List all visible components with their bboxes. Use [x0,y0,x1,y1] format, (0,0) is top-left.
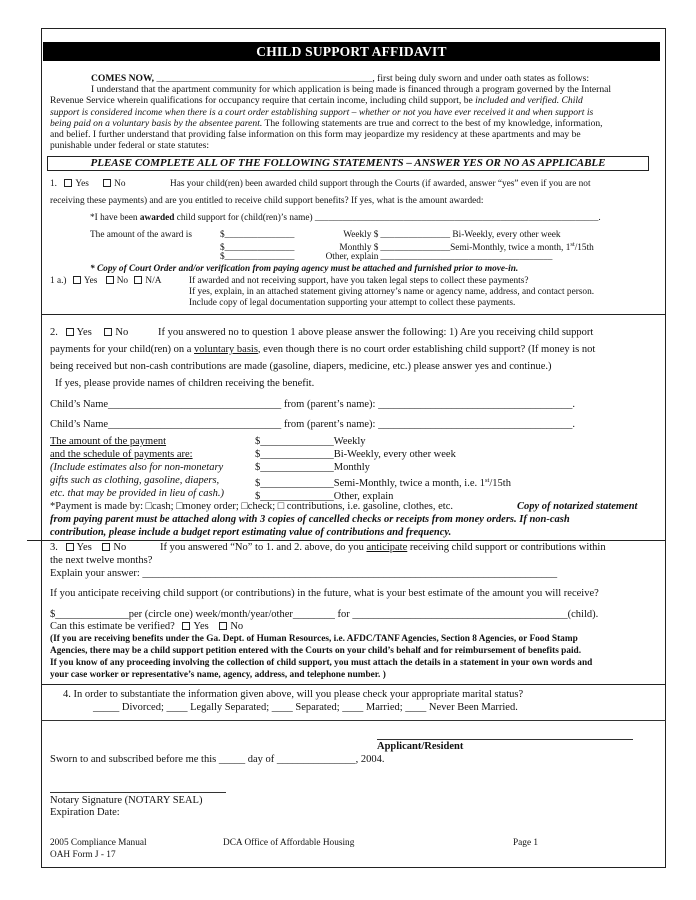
q1-question-a: Has your child(ren) been awarded child support through the Courts (if awarded, answer “yes” even if you are not [170,179,591,189]
semi-monthly-field[interactable]: _______________Semi-Monthly, twice a month, 1st/15th [380,241,594,253]
q2-question-3: being received but non-cash contributions are made (gasoline, diapers, medicine, etc.) please answer yes and continue.) [50,361,552,372]
q3-verified-yes-checkbox[interactable]: Yes [182,621,208,632]
q4-question: 4. In order to substantiate the information given above, will you please check your appropriate marital status? [63,689,524,700]
checkbox-icon [102,543,110,551]
q3-question: If you answered “No” to 1. and 2. above, do you anticipate receiving child support or contributions within [160,542,606,553]
q1a-text-1: If awarded and not receiving support, have you taken legal steps to collect these payments? [189,276,529,286]
q1a-no-checkbox[interactable]: No [106,276,128,286]
q1-amount-label: The amount of the award is [90,230,192,240]
footer-office: DCA Office of Affordable Housing [223,838,355,848]
q3-no-checkbox[interactable]: No [102,542,126,553]
instructions-banner: PLEASE COMPLETE ALL OF THE FOLLOWING STATEMENTS – ANSWER YES OR NO AS APPLICABLE [47,156,649,171]
q2-line1: 2. Yes No [50,327,129,338]
q2-copy-note-1: Copy of notarized statement [517,501,638,512]
amount-field[interactable]: $_______________ [220,230,295,240]
q2-no-checkbox[interactable]: No [104,327,128,338]
q1a-line: 1 a.) Yes No N/A [50,276,162,286]
q1-amount-row-1: $_______________ Weekly $ _______________ Bi-Weekly, every other week [220,230,561,240]
amount-field[interactable]: $_______________ [220,243,295,253]
amount-field[interactable]: $_______________ [220,252,295,262]
q2-copy-note-3: contribution, please include a budget report estimating value of contributions and frequency. [50,527,452,538]
footer-page-number: Page 1 [513,838,539,848]
q3-line1: 3. Yes No [50,542,127,553]
checkbox-icon [182,622,190,630]
q3-explain-field[interactable]: Explain your answer: _______________________________________________________________________________ [50,568,558,579]
q1a-na-checkbox[interactable]: N/A [134,276,161,286]
sworn-line[interactable]: Sworn to and subscribed before me this _____ day of _______________, 2004. [50,754,385,765]
q3-yes-checkbox[interactable]: Yes [66,542,92,553]
q2-payment-labels: The amount of the payment and the schedule of payments are: (Include estimates also for non-monetary gifts such as clothing, gasoline, diapers, etc. that may be provided in lieu of cash.) [50,436,224,499]
q4-marital-status-options[interactable]: _____ Divorced; ____ Legally Separated; ____ Separated; ____ Married; ____ Never Been Married. [93,702,518,713]
q2-question-1: If you answered no to question 1 above please answer the following: 1) Are you receiving child support [158,327,594,338]
q1-amount-row-2: $_______________ Monthly $ _______________Semi-Monthly, twice a month, 1st/15th [220,241,594,253]
checkbox-icon [66,328,74,336]
intro-paragraph: COMES NOW, _____________________________________________, first being duly sworn and under oath states as follows: I understand that the apartment community for which application is being made is financed through a program governed by the Internal Revenue Service wherein qualifications for occupancy require that certain income, including child support, be included and verified. Child support is considered income when there is a court order establishing support – whether or not you have ever received it and when support is being paid on a voluntary basis by the absentee parent. The following statements are true and correct to the best of my knowledge, information, and belief. I further understand that providing false information on this form may jeopardize my residency at these apartments and may be punishable under federal or state statutes: [50,73,612,152]
checkbox-icon [104,328,112,336]
payment-monthly-field[interactable]: $______________Monthly [255,461,370,473]
section-divider [41,720,666,721]
checkbox-icon [106,276,114,284]
footer-form-number: OAH Form J - 17 [50,850,116,860]
notary-label: Notary Signature (NOTARY SEAL) [50,795,203,806]
q2-yes-checkbox[interactable]: Yes [66,327,92,338]
q1-no-checkbox[interactable]: No [103,179,125,189]
q1-line1: 1. Yes No [50,179,126,189]
q2-child-name-row[interactable]: Child’s Name_________________________________ from (parent’s name): _____________________________________. [50,399,575,410]
q3-verified-line: Can this estimate be verified? Yes No [50,621,244,632]
section-divider [41,684,666,685]
payment-biweekly-field[interactable]: $______________Bi-Weekly, every other week [255,448,456,460]
applicant-label: Applicant/Resident [377,741,464,752]
affiant-name-field[interactable]: _____________________________________________ [156,73,373,84]
q2-question-2: payments for your child(ren) on a voluntary basis, even though there is no court order establishing child support? (If money is not [50,344,596,355]
expiration-label: Expiration Date: [50,807,120,818]
checkbox-icon [134,276,142,284]
q2-question-4: If yes, please provide names of children receiving the benefit. [55,378,315,389]
q1-amount-row-3: $_______________ Other, explain _____________________________________ [220,252,553,262]
section-divider [27,540,666,541]
q3-question-2: the next twelve months? [50,555,153,566]
notary-signature-line[interactable] [50,792,226,793]
q1-awarded-line: *I have been awarded child support for (child(ren)’s name) _____________________________________________________________. [90,213,601,223]
q3-verified-no-checkbox[interactable]: No [219,621,243,632]
section-divider [41,314,666,315]
q3-future-question: If you anticipate receiving child support (or contributions) in the future, what is your best estimate of the amount you will receive? [50,588,599,599]
q3-benefits-note: (If you are receiving benefits under the Ga. Dept. of Human Resources, i.e. AFDC/TANF Agencies, Section 8 Agencies, or Food Stamp Agencies, there may be a child support petition entered with the Courts on your child’s behalf and for reimbursement of benefits paid. If you know of any proceeding involving the collection of child support, you must attach the details in a statement in your own words and your case worker or representative’s name, agency, address, and telephone number. ) [50,634,593,680]
q2-copy-note-2: from paying parent must be attached along with 3 copies of cancelled checks or receipts from money orders. If non-cash [50,514,570,525]
q3-estimate-field[interactable]: $______________per (circle one) week/month/year/other________ for _________________________________________(child). [50,609,599,620]
checkbox-icon [219,622,227,630]
q1-yes-checkbox[interactable]: Yes [64,179,89,189]
q1a-text-2: If yes, explain, in an attached statement giving attorney’s name or agency name, address, and contact person. [189,287,595,297]
q1-question-b: receiving these payments) and are you entitled to receive child support benefits? If yes, what is the amount awarded: [50,196,484,206]
q1-copy-note: * Copy of Court Order and/or verification from paying agency must be attached and furnished prior to move-in. [90,264,519,274]
checkbox-icon [73,276,81,284]
form-title: CHILD SUPPORT AFFIDAVIT [43,42,660,61]
checkbox-icon [64,179,72,187]
payment-weekly-field[interactable]: $______________Weekly [255,436,366,447]
q1a-yes-checkbox[interactable]: Yes [73,276,98,286]
comes-now-label: COMES NOW, [91,73,155,84]
q2-payment-by[interactable]: *Payment is made by: □cash; □money order; □check; □ contributions, i.e. gasoline, clothes, etc. [50,501,453,512]
payment-semimonthly-field[interactable]: $______________Semi-Monthly, twice a month, i.e. 1st/15th [255,476,511,489]
footer-manual: 2005 Compliance Manual [50,838,147,848]
q2-payment-fields [255,436,511,504]
payment-other-field[interactable]: $______________Other, explain [255,490,394,502]
checkbox-icon [103,179,111,187]
q1a-text-3: Include copy of legal documentation supporting your attempt to collect these payments. [189,298,516,308]
applicant-signature-line[interactable] [377,739,633,740]
checkbox-icon [66,543,74,551]
q2-child-name-row[interactable]: Child’s Name_________________________________ from (parent’s name): _____________________________________. [50,419,575,430]
